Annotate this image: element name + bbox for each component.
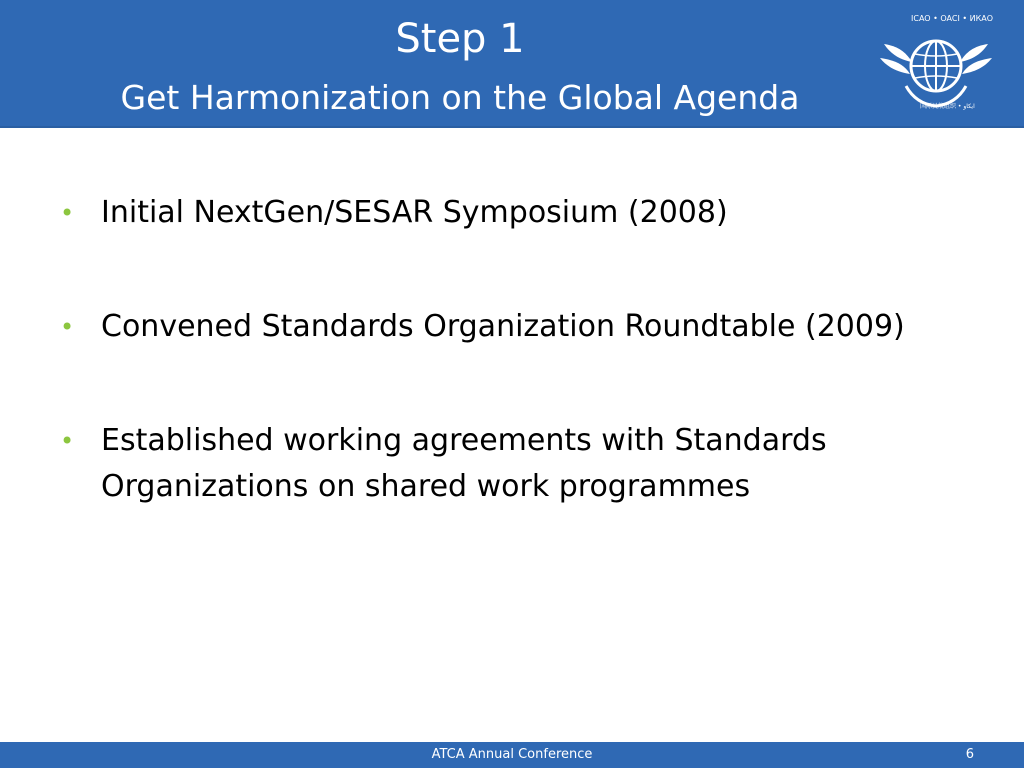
bullet-item [60, 190, 980, 236]
bullet-item [60, 418, 980, 510]
bullet-dot-icon: • [60, 313, 75, 341]
bullet-text: Established working agreements with Standards Organizations on shared work programmes [101, 423, 827, 504]
bullet-dot-icon: • [60, 427, 75, 455]
bullet-item [60, 304, 980, 350]
emblem-text-bottom: 国际民航组织 • ايكاو [920, 103, 975, 110]
header-divider [0, 126, 1024, 128]
icao-emblem-icon [876, 6, 996, 124]
bullet-dot-icon: • [60, 199, 75, 227]
page-number: 6 [965, 747, 974, 762]
bullet-text: Convened Standards Organization Roundtable (2009) [101, 309, 905, 344]
emblem-text-top: ICAO • OACI • ИКАО [911, 14, 994, 23]
slide-footer [0, 742, 1024, 768]
slide-title: Step 1 [395, 16, 525, 62]
bullet-text: Initial NextGen/SESAR Symposium (2008) [101, 195, 728, 230]
footer-text: ATCA Annual Conference [431, 747, 593, 762]
slide-header [0, 0, 1024, 128]
slide-subtitle: Get Harmonization on the Global Agenda [120, 78, 800, 117]
bullet-list [60, 190, 980, 578]
